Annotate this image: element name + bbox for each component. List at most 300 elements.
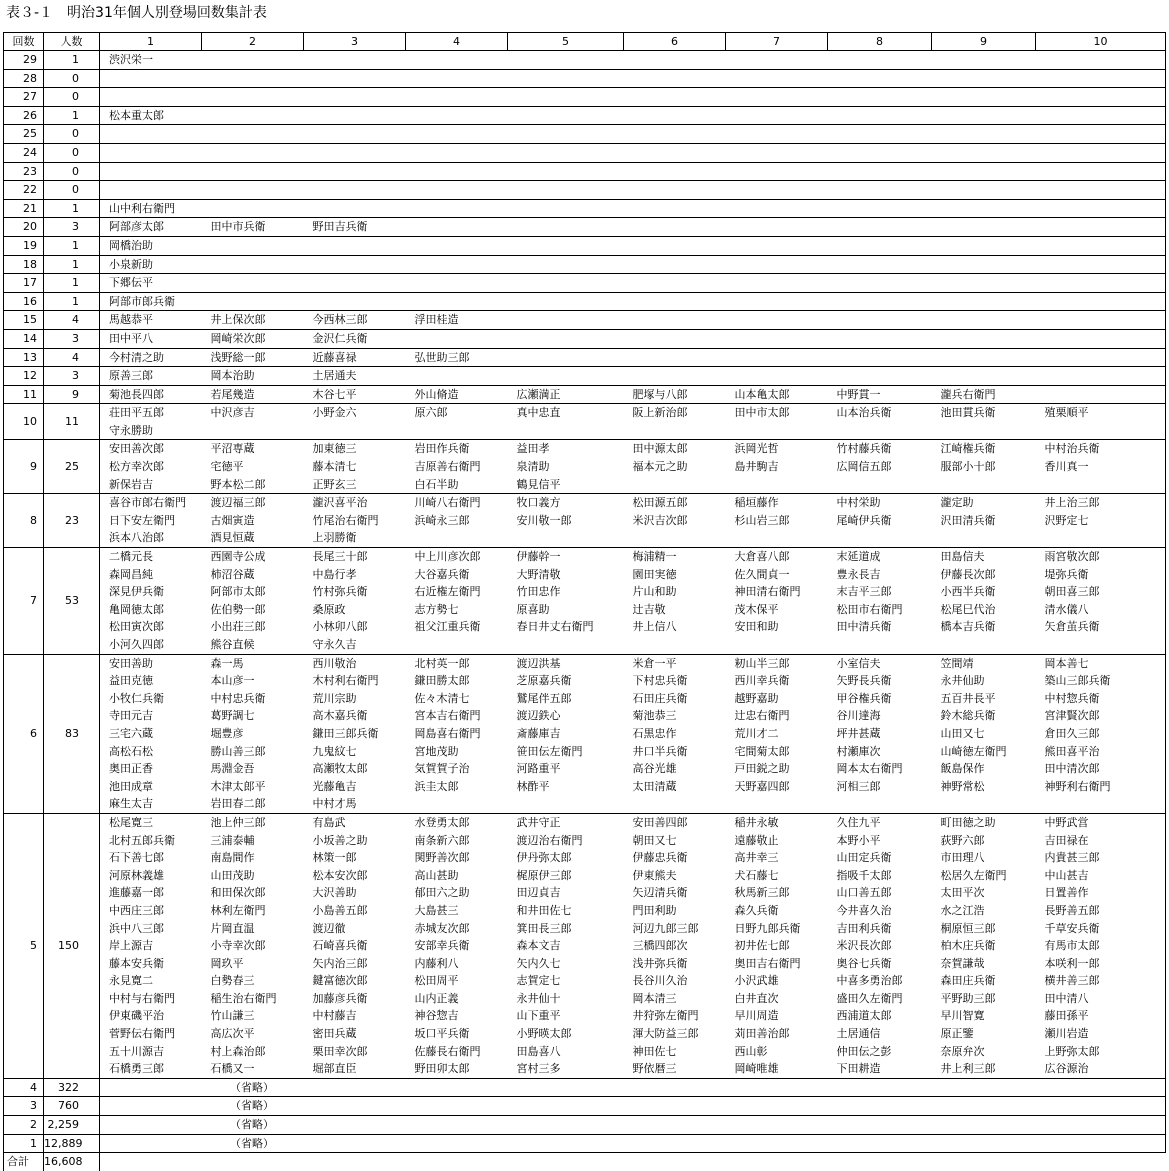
count-cell: 22 bbox=[4, 181, 44, 200]
name-cell bbox=[1036, 311, 1166, 330]
count-cell: 14 bbox=[4, 329, 44, 348]
count-cell: 3 bbox=[4, 1097, 44, 1116]
name-cell: 片山和助 bbox=[632, 585, 677, 599]
name-cell bbox=[100, 143, 202, 162]
name-cell bbox=[304, 181, 406, 200]
name-cell bbox=[624, 348, 726, 367]
omitted-cell: （省略） bbox=[100, 1097, 1166, 1116]
name-cell: 瀬川岩造 bbox=[1036, 1025, 1166, 1043]
name-cell: 大谷嘉兵衛 bbox=[414, 567, 470, 581]
name-cell: 井上信八 bbox=[632, 620, 677, 634]
name-cell bbox=[828, 88, 932, 107]
name-cell: 水登勇太郎 bbox=[406, 813, 508, 831]
name-cell: 正野玄三 bbox=[312, 477, 357, 491]
header-col-2: 2 bbox=[202, 33, 304, 51]
name-cell: 岡本善七 bbox=[1036, 654, 1166, 672]
name-cell bbox=[202, 292, 304, 311]
name-cell: 守永久吉 bbox=[312, 638, 357, 651]
table-row bbox=[4, 106, 1166, 125]
name-cell bbox=[932, 329, 1036, 348]
name-cell: 小寺幸次郎 bbox=[210, 939, 266, 953]
name-cell bbox=[932, 143, 1036, 162]
table-row bbox=[4, 255, 1166, 274]
name-cell bbox=[100, 88, 202, 107]
name-cell bbox=[304, 162, 406, 181]
name-cell: 長谷川久治 bbox=[632, 974, 688, 988]
name-cell bbox=[508, 329, 624, 348]
table-row bbox=[4, 311, 1166, 330]
name-cell bbox=[304, 236, 406, 255]
name-cell: 石橋又一 bbox=[210, 1062, 255, 1076]
name-cell: 熊田喜平治 bbox=[1036, 743, 1166, 761]
name-cell: 小泉新助 bbox=[100, 255, 202, 274]
name-cell: 浜中八三郎 bbox=[109, 921, 164, 935]
name-cell: 小坂善之助 bbox=[312, 833, 368, 847]
name-cell: 西園寺公成 bbox=[202, 548, 304, 566]
table-row bbox=[4, 274, 1166, 293]
name-cell bbox=[202, 69, 304, 88]
name-cell: 郁田六之助 bbox=[414, 886, 470, 900]
name-cell: 松田寅次郎 bbox=[109, 620, 164, 634]
name-cell: 田中源太郎 bbox=[624, 440, 726, 458]
name-cell bbox=[828, 311, 932, 330]
header-col-5: 5 bbox=[508, 33, 624, 51]
name-cell: 神谷惣吉 bbox=[414, 1009, 459, 1023]
name-cell bbox=[726, 181, 828, 200]
name-cell: 高松石松 bbox=[109, 744, 153, 758]
name-cell: 辻吉敬 bbox=[632, 602, 666, 616]
name-cell bbox=[828, 795, 932, 813]
name-cell bbox=[1036, 348, 1166, 367]
name-cell bbox=[304, 199, 406, 218]
name-cell: 神田佐七 bbox=[632, 1044, 677, 1058]
name-cell: 五百井長平 bbox=[940, 691, 996, 705]
count-cell: 25 bbox=[4, 125, 44, 144]
table-row bbox=[4, 583, 1166, 601]
name-cell: 永見寛二 bbox=[109, 974, 153, 988]
name-cell bbox=[1036, 88, 1166, 107]
name-cell: 原善三郎 bbox=[100, 367, 202, 386]
name-cell: 森田庄兵衛 bbox=[940, 974, 996, 988]
name-cell bbox=[508, 218, 624, 237]
name-cell bbox=[304, 88, 406, 107]
name-cell: 千草安兵衛 bbox=[1036, 920, 1166, 938]
name-cell: 武井守正 bbox=[508, 813, 624, 831]
total-label: 合計 bbox=[4, 1153, 44, 1171]
name-cell: 浮田桂造 bbox=[406, 311, 508, 330]
name-cell bbox=[508, 367, 624, 386]
people-cell: 9 bbox=[44, 385, 100, 404]
name-cell bbox=[406, 162, 508, 181]
people-cell: 0 bbox=[44, 125, 100, 144]
name-cell: 石橋勇三郎 bbox=[109, 1062, 164, 1076]
name-cell bbox=[1036, 255, 1166, 274]
omitted-cell: （省略） bbox=[100, 1134, 1166, 1153]
table-row bbox=[4, 654, 1166, 672]
name-cell bbox=[726, 88, 828, 107]
name-cell: 桐原恒三郎 bbox=[940, 921, 996, 935]
omitted-cell: （省略） bbox=[100, 1116, 1166, 1135]
name-cell: 飯島保作 bbox=[940, 762, 985, 776]
table-row bbox=[4, 672, 1166, 690]
name-cell: 荒川宗助 bbox=[312, 691, 357, 705]
name-cell: 池上仲三郎 bbox=[202, 813, 304, 831]
name-cell bbox=[932, 636, 1036, 654]
name-cell: 田辺貞吉 bbox=[516, 886, 561, 900]
name-cell: 矢野長兵衛 bbox=[836, 674, 892, 688]
name-cell bbox=[1036, 385, 1166, 404]
name-cell: 中野武営 bbox=[1036, 813, 1166, 831]
name-cell: 香川真一 bbox=[1036, 458, 1166, 476]
name-cell: 久住九平 bbox=[828, 813, 932, 831]
name-cell: 三浦泰輔 bbox=[210, 833, 255, 847]
name-cell: 岡本治助 bbox=[202, 367, 304, 386]
name-cell bbox=[1036, 143, 1166, 162]
name-cell: 伊藤長次郎 bbox=[940, 567, 996, 581]
name-cell: 長尾三十郎 bbox=[304, 548, 406, 566]
people-cell: 1 bbox=[44, 106, 100, 125]
name-cell bbox=[508, 88, 624, 107]
name-cell: 箕田長三郎 bbox=[516, 921, 572, 935]
name-cell: 山田又七 bbox=[940, 726, 985, 740]
table-row bbox=[4, 832, 1166, 850]
count-cell: 20 bbox=[4, 218, 44, 237]
name-cell bbox=[726, 143, 828, 162]
name-cell: 田中平八 bbox=[100, 329, 202, 348]
name-cell: 笹田伝左衛門 bbox=[516, 744, 583, 758]
name-cell: 仲田伝之彭 bbox=[836, 1044, 892, 1058]
name-cell bbox=[932, 348, 1036, 367]
name-cell: 原喜助 bbox=[516, 602, 550, 616]
name-cell bbox=[100, 69, 202, 88]
name-cell: 田中清兵衛 bbox=[836, 620, 892, 634]
people-cell: 4 bbox=[44, 311, 100, 330]
table-row bbox=[4, 548, 1166, 566]
name-cell: 神田清右衛門 bbox=[734, 585, 801, 599]
name-cell: 宮地茂助 bbox=[414, 744, 459, 758]
name-cell: 奈賀謙哉 bbox=[940, 956, 985, 970]
name-cell: 林酢平 bbox=[516, 779, 550, 793]
name-cell bbox=[932, 274, 1036, 293]
name-cell bbox=[1036, 199, 1166, 218]
count-cell: 26 bbox=[4, 106, 44, 125]
name-cell: 安田善四郎 bbox=[624, 813, 726, 831]
name-cell: 中沢彦吉 bbox=[202, 404, 304, 422]
name-cell: 下村忠兵衛 bbox=[632, 674, 688, 688]
count-cell: 1 bbox=[4, 1134, 44, 1153]
name-cell: 沢田清兵衛 bbox=[940, 513, 996, 527]
name-cell bbox=[508, 236, 624, 255]
name-cell: 鎌田三郎兵衛 bbox=[312, 726, 379, 740]
name-cell: 瀧沢喜平治 bbox=[304, 494, 406, 512]
omitted-cell: （省略） bbox=[100, 1078, 1166, 1097]
total-blank bbox=[100, 1153, 1166, 1171]
name-cell: 鷲尾伴五郎 bbox=[516, 691, 572, 705]
name-cell: 勝山善三郎 bbox=[210, 744, 266, 758]
name-cell: 斎藤庫吉 bbox=[516, 726, 561, 740]
name-cell bbox=[624, 181, 726, 200]
name-cell: 園田実徳 bbox=[632, 567, 677, 581]
table-row bbox=[4, 1060, 1166, 1078]
table-row bbox=[4, 725, 1166, 743]
name-cell bbox=[508, 106, 624, 125]
name-cell: 九鬼紋七 bbox=[312, 744, 357, 758]
name-cell: 瀧定助 bbox=[932, 494, 1036, 512]
people-cell: 1 bbox=[44, 255, 100, 274]
name-cell: 日置善作 bbox=[1036, 884, 1166, 902]
name-cell bbox=[406, 69, 508, 88]
table-row bbox=[4, 236, 1166, 255]
table-row bbox=[4, 367, 1166, 386]
name-cell: 山崎徳左衛門 bbox=[940, 744, 1007, 758]
name-cell bbox=[624, 51, 726, 70]
table-row bbox=[4, 636, 1166, 654]
name-cell bbox=[1036, 292, 1166, 311]
name-cell: 広谷源治 bbox=[1036, 1060, 1166, 1078]
people-cell: 1 bbox=[44, 236, 100, 255]
header-ninzu: 人数 bbox=[44, 33, 100, 51]
name-cell: 広瀬満正 bbox=[508, 385, 624, 404]
name-cell: 宮村三多 bbox=[516, 1062, 561, 1076]
people-cell: 760 bbox=[44, 1097, 100, 1116]
name-cell: 水之江浩 bbox=[940, 903, 985, 917]
table-row bbox=[4, 937, 1166, 955]
name-cell: 中野貫一 bbox=[828, 385, 932, 404]
name-cell bbox=[624, 367, 726, 386]
name-cell: 市田理八 bbox=[940, 851, 985, 865]
name-cell: 山本治兵衛 bbox=[828, 404, 932, 422]
name-cell: 山田茂助 bbox=[210, 868, 255, 882]
name-cell: 深見伊兵衛 bbox=[109, 585, 164, 599]
name-cell: 米沢吉次郎 bbox=[632, 513, 688, 527]
name-cell: 小野暎太郎 bbox=[516, 1027, 572, 1041]
name-cell: 石黒忠作 bbox=[632, 726, 677, 740]
name-cell: 牧口義方 bbox=[508, 494, 624, 512]
people-cell: 0 bbox=[44, 69, 100, 88]
name-cell: 岡崎栄次郎 bbox=[202, 329, 304, 348]
name-cell bbox=[1036, 367, 1166, 386]
name-cell: 片岡直温 bbox=[210, 921, 255, 935]
name-cell: 浅井弥兵衛 bbox=[632, 956, 688, 970]
name-cell: 酒見恒蔵 bbox=[210, 531, 255, 545]
name-cell: 竹山謙三 bbox=[210, 1009, 255, 1023]
name-cell: 中上川彦次郎 bbox=[406, 548, 508, 566]
name-cell bbox=[202, 51, 304, 70]
name-cell: 宅間菊太郎 bbox=[734, 744, 790, 758]
name-cell: 近藤喜禄 bbox=[304, 348, 406, 367]
name-cell: 松方幸次郎 bbox=[109, 460, 164, 474]
count-cell: 17 bbox=[4, 274, 44, 293]
count-cell: 5 bbox=[4, 813, 44, 1078]
name-cell: 南条新六郎 bbox=[414, 833, 470, 847]
name-cell bbox=[202, 143, 304, 162]
table-row bbox=[4, 181, 1166, 200]
name-cell: 白井直次 bbox=[734, 991, 779, 1005]
name-cell: 門田利助 bbox=[632, 903, 677, 917]
name-cell: 浜崎永三郎 bbox=[414, 513, 470, 527]
name-cell bbox=[726, 106, 828, 125]
name-cell bbox=[1036, 69, 1166, 88]
name-cell: 井口半兵衛 bbox=[632, 744, 688, 758]
name-cell: 林利左衛門 bbox=[210, 903, 266, 917]
name-cell: 和井田佐七 bbox=[516, 903, 572, 917]
table-row bbox=[4, 218, 1166, 237]
name-cell bbox=[932, 292, 1036, 311]
table-row bbox=[4, 458, 1166, 476]
table-row bbox=[4, 529, 1166, 547]
name-cell: 永井仙十 bbox=[516, 991, 561, 1005]
name-cell bbox=[202, 422, 304, 440]
name-cell: 河相三郎 bbox=[836, 779, 881, 793]
name-cell: 内貴甚三郎 bbox=[1036, 849, 1166, 867]
name-cell: 辻忠右衛門 bbox=[734, 709, 790, 723]
name-cell bbox=[406, 88, 508, 107]
name-cell: 石田庄兵衛 bbox=[632, 691, 688, 705]
name-cell: 今西林三郎 bbox=[304, 311, 406, 330]
name-cell: 井上保次郎 bbox=[202, 311, 304, 330]
name-cell: 肥塚与八郎 bbox=[624, 385, 726, 404]
name-cell bbox=[624, 274, 726, 293]
count-cell: 16 bbox=[4, 292, 44, 311]
name-cell: 赤城友次郎 bbox=[414, 921, 470, 935]
name-cell: 白勢春三 bbox=[210, 974, 255, 988]
name-cell bbox=[624, 529, 726, 547]
name-cell: 菊池長四郎 bbox=[100, 385, 202, 404]
table-row bbox=[4, 422, 1166, 440]
name-cell bbox=[406, 636, 508, 654]
name-cell bbox=[828, 125, 932, 144]
name-cell bbox=[624, 199, 726, 218]
total-count: 16,608 bbox=[44, 1153, 100, 1171]
name-cell: 密田兵蔵 bbox=[312, 1027, 357, 1041]
name-cell: 朝田又七 bbox=[632, 833, 677, 847]
name-cell bbox=[1036, 51, 1166, 70]
name-cell: 岡島喜右衛門 bbox=[414, 726, 481, 740]
name-cell: 矢倉茧兵衛 bbox=[1036, 618, 1166, 636]
name-cell bbox=[624, 162, 726, 181]
name-cell: 瀧兵右衛門 bbox=[932, 385, 1036, 404]
name-cell: 渋沢栄一 bbox=[100, 51, 202, 70]
name-cell bbox=[202, 106, 304, 125]
name-cell: 有馬市太郎 bbox=[1036, 937, 1166, 955]
name-cell bbox=[828, 181, 932, 200]
name-cell bbox=[828, 199, 932, 218]
name-cell: 盛田久左衛門 bbox=[836, 991, 903, 1005]
name-cell: 柿沼谷蔵 bbox=[210, 567, 255, 581]
table-row bbox=[4, 1078, 1166, 1097]
name-cell: 伊藤忠兵衛 bbox=[632, 851, 688, 865]
name-cell: 小沢武雄 bbox=[734, 974, 779, 988]
name-cell: 井上利三郎 bbox=[940, 1062, 996, 1076]
name-cell: 早川周造 bbox=[734, 1009, 779, 1023]
name-cell: 大倉喜八郎 bbox=[726, 548, 828, 566]
header-col-6: 6 bbox=[624, 33, 726, 51]
count-cell: 18 bbox=[4, 255, 44, 274]
name-cell: 松本安次郎 bbox=[312, 868, 368, 882]
name-cell: 渡辺福三郎 bbox=[202, 494, 304, 512]
name-cell bbox=[508, 636, 624, 654]
people-cell: 3 bbox=[44, 367, 100, 386]
name-cell: 山本亀太郎 bbox=[726, 385, 828, 404]
name-cell bbox=[406, 274, 508, 293]
name-cell: 北村英一郎 bbox=[406, 654, 508, 672]
count-cell: 2 bbox=[4, 1116, 44, 1135]
name-cell bbox=[508, 162, 624, 181]
table-row bbox=[4, 494, 1166, 512]
name-cell: 横井善三郎 bbox=[1036, 972, 1166, 990]
table-row bbox=[4, 440, 1166, 458]
name-cell bbox=[100, 125, 202, 144]
name-cell bbox=[406, 143, 508, 162]
name-cell: 阿部市太郎 bbox=[210, 585, 266, 599]
name-cell: 関野善次郎 bbox=[414, 851, 470, 865]
name-cell: 西川敬治 bbox=[304, 654, 406, 672]
name-cell: 尾崎伊兵衛 bbox=[836, 513, 892, 527]
name-cell: 安田善助 bbox=[100, 654, 202, 672]
name-cell: 矢内久七 bbox=[516, 956, 561, 970]
name-cell: 浜圭太郎 bbox=[414, 779, 459, 793]
name-cell bbox=[726, 218, 828, 237]
name-cell: 中西庄三郎 bbox=[109, 903, 164, 917]
name-cell: 古畑寅造 bbox=[210, 513, 255, 527]
name-cell: 岡玖平 bbox=[210, 956, 244, 970]
name-cell: 奈原弁次 bbox=[940, 1044, 985, 1058]
people-cell: 3 bbox=[44, 218, 100, 237]
name-cell bbox=[726, 348, 828, 367]
name-cell: 鈴木総兵衛 bbox=[940, 709, 996, 723]
name-cell: 大野清敬 bbox=[516, 567, 561, 581]
name-cell: 中村忠兵衛 bbox=[210, 691, 266, 705]
name-cell: 白石半助 bbox=[414, 477, 459, 491]
name-cell: 日野九郎兵衛 bbox=[734, 921, 801, 935]
table-row bbox=[4, 902, 1166, 920]
appearance-count-table bbox=[3, 32, 1166, 1171]
table-row bbox=[4, 329, 1166, 348]
name-cell: 光藤亀吉 bbox=[312, 779, 357, 793]
name-cell: 菊池恭三 bbox=[632, 709, 677, 723]
name-cell: 鶴見信平 bbox=[516, 477, 561, 491]
name-cell: 雨宮敬次郎 bbox=[1036, 548, 1166, 566]
name-cell: 村瀬庫次 bbox=[836, 744, 881, 758]
name-cell: 福本元之助 bbox=[632, 460, 688, 474]
table-row bbox=[4, 743, 1166, 761]
name-cell bbox=[828, 255, 932, 274]
name-cell bbox=[508, 69, 624, 88]
name-cell: 川崎八右衛門 bbox=[406, 494, 508, 512]
name-cell: 岡本太右衛門 bbox=[836, 762, 903, 776]
name-cell: 田中清次郎 bbox=[1036, 760, 1166, 778]
name-cell: 大沢善助 bbox=[312, 886, 357, 900]
table-row bbox=[4, 69, 1166, 88]
name-cell bbox=[508, 143, 624, 162]
name-cell: 山中利右衛門 bbox=[100, 199, 202, 218]
name-cell: 広岡信五郎 bbox=[836, 460, 892, 474]
name-cell bbox=[624, 795, 726, 813]
name-cell: 稲生治右衛門 bbox=[210, 991, 277, 1005]
name-cell: 阿部市郎兵衛 bbox=[100, 292, 202, 311]
count-cell: 13 bbox=[4, 348, 44, 367]
name-cell: 益田克徳 bbox=[109, 674, 153, 688]
name-cell: 中島行孝 bbox=[312, 567, 357, 581]
name-cell bbox=[726, 274, 828, 293]
name-cell bbox=[1036, 422, 1166, 440]
people-cell: 3 bbox=[44, 329, 100, 348]
table-row bbox=[4, 1097, 1166, 1116]
name-cell: 荒川才二 bbox=[734, 726, 779, 740]
count-cell: 24 bbox=[4, 143, 44, 162]
name-cell bbox=[726, 636, 828, 654]
name-cell: 石下善七郎 bbox=[109, 851, 164, 865]
